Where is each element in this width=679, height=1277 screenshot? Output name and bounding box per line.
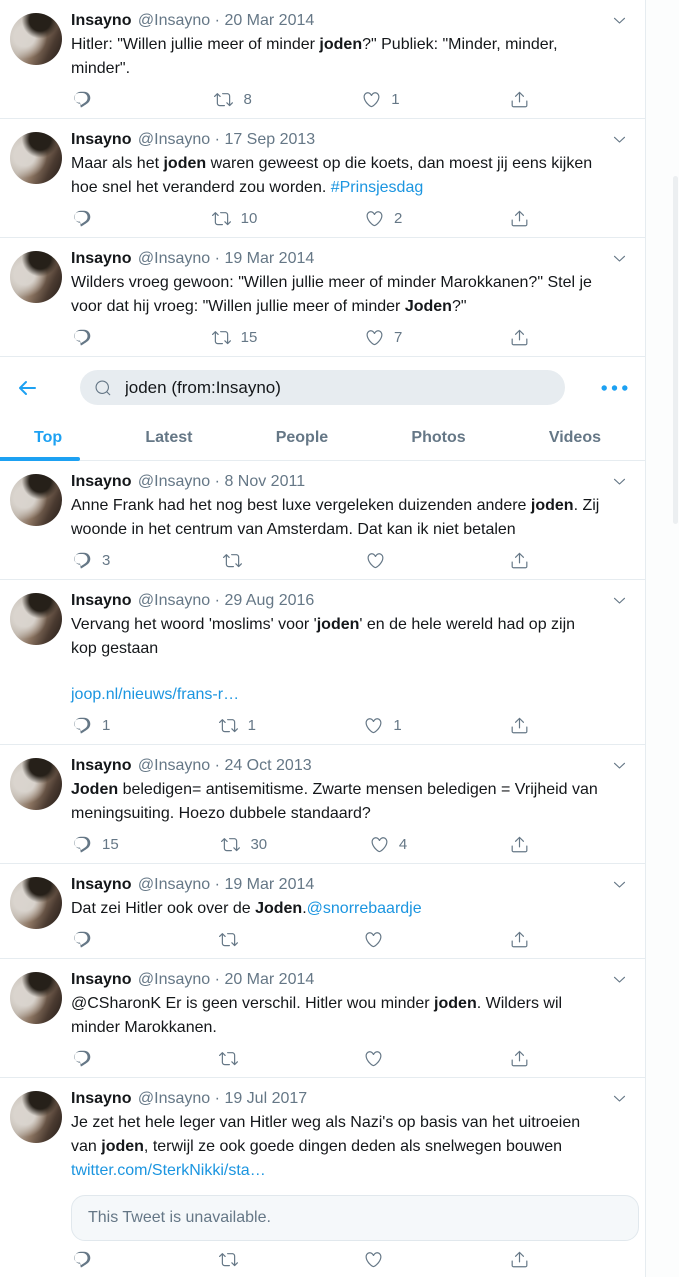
- avatar[interactable]: [10, 972, 62, 1024]
- retweet-icon: [221, 835, 240, 854]
- tweet-date[interactable]: 17 Sep 2013: [224, 131, 316, 148]
- tweet-text: Dat zei Hitler ook over de Joden.@snorrebaardje: [71, 900, 422, 917]
- reply-button[interactable]: [73, 1250, 104, 1269]
- avatar[interactable]: [10, 132, 62, 184]
- like-count: 2: [394, 210, 403, 227]
- share-button[interactable]: [510, 835, 541, 854]
- author-name[interactable]: Insayno: [71, 757, 132, 774]
- meta-separator: ·: [214, 12, 220, 29]
- author-handle[interactable]: @Insayno: [137, 757, 211, 774]
- retweet-count: 10: [240, 210, 258, 227]
- tweet-actions: [73, 1250, 541, 1277]
- reply-button[interactable]: [73, 90, 104, 109]
- reply-icon: [73, 1250, 92, 1269]
- author-name[interactable]: Insayno: [71, 131, 132, 148]
- back-arrow-icon: [15, 388, 39, 403]
- tweet-text: Joden beledigen= antisemitisme. Zwarte mensen beledigen = Vrijheid van meningsuiting. Hoezo dubbele standaard?: [71, 781, 598, 822]
- back-button[interactable]: [14, 375, 40, 401]
- tab-people[interactable]: People: [275, 429, 329, 446]
- author-name[interactable]: Insayno: [71, 12, 132, 29]
- meta-separator: ·: [214, 131, 220, 148]
- share-button[interactable]: [510, 930, 541, 949]
- tweet-actions: [73, 209, 541, 237]
- share-button[interactable]: [510, 1250, 541, 1269]
- reply-button[interactable]: [73, 930, 104, 949]
- tweet-actions: [73, 90, 541, 118]
- author-name[interactable]: Insayno: [71, 1090, 132, 1107]
- retweet-icon: [219, 930, 238, 949]
- tweet-header: [71, 472, 645, 492]
- author-handle[interactable]: @Insayno: [137, 971, 211, 988]
- avatar[interactable]: [10, 13, 62, 65]
- tweet-actions: [73, 1049, 541, 1077]
- retweet-button[interactable]: [219, 716, 256, 735]
- author-name[interactable]: Insayno: [71, 473, 132, 490]
- like-button[interactable]: [365, 209, 402, 228]
- chevron-down-icon[interactable]: [612, 251, 627, 266]
- avatar[interactable]: [10, 758, 62, 810]
- quote-notice-text: This Tweet is unavailable.: [88, 1209, 271, 1226]
- more-dots-icon: [601, 382, 628, 397]
- chevron-down-icon[interactable]: [612, 758, 627, 773]
- reply-count: 3: [102, 552, 111, 569]
- retweet-button[interactable]: [212, 328, 258, 347]
- tweet-text: Je zet het hele leger van Hitler weg als Nazi's op basis van het uitroeien van joden, terwijl ze ook goede dingen deden als snelwegen bouwen: [71, 1114, 581, 1155]
- tab-top[interactable]: Top: [34, 429, 63, 446]
- share-icon: [510, 716, 529, 735]
- meta-separator: ·: [214, 1090, 220, 1107]
- meta-separator: ·: [214, 971, 220, 988]
- retweet-icon: [223, 551, 242, 570]
- scrollbar-thumb[interactable]: [673, 176, 678, 524]
- author-name[interactable]: Insayno: [71, 876, 132, 893]
- retweet-button[interactable]: [221, 835, 267, 854]
- like-count: 4: [398, 836, 408, 853]
- tweet[interactable]: [0, 0, 645, 119]
- retweet-button[interactable]: [214, 90, 251, 109]
- share-icon: [510, 90, 529, 109]
- tweet-header: [71, 130, 645, 150]
- retweet-icon: [212, 328, 231, 347]
- tweet-text: Wilders vroeg gewoon: "Willen jullie meer of minder Marokkanen?" Stel je voor dat hij vroeg: "Willen jullie meer of minder Joden?": [71, 274, 592, 315]
- meta-separator: ·: [214, 473, 220, 490]
- reply-icon: [73, 209, 92, 228]
- tweet[interactable]: [0, 461, 645, 580]
- author-handle[interactable]: @Insayno: [137, 473, 211, 490]
- avatar[interactable]: [10, 474, 62, 526]
- share-icon: [510, 209, 529, 228]
- reply-button[interactable]: [73, 209, 104, 228]
- retweet-icon: [219, 1250, 238, 1269]
- author-handle[interactable]: @Insayno: [137, 876, 211, 893]
- share-button[interactable]: [510, 90, 541, 109]
- tweet[interactable]: [0, 745, 645, 864]
- like-icon: [364, 716, 383, 735]
- tweet[interactable]: [0, 238, 645, 357]
- reply-button[interactable]: [73, 328, 104, 347]
- search-header: [0, 357, 645, 415]
- share-button[interactable]: [510, 209, 541, 228]
- tweet-text: Anne Frank had het nog best luxe vergeleken duizenden andere joden. Zij woonde in het centrum van Amsterdam. Dat kan ik niet betalen: [71, 497, 600, 538]
- like-icon: [365, 209, 384, 228]
- tweet[interactable]: [0, 959, 645, 1078]
- avatar[interactable]: [10, 593, 62, 645]
- share-icon: [510, 328, 529, 347]
- tweet-link[interactable]: joop.nl/nieuws/frans-r…: [71, 686, 240, 703]
- tweet-actions: [73, 835, 541, 863]
- search-pill[interactable]: [80, 370, 565, 405]
- tweet[interactable]: [0, 1078, 645, 1277]
- avatar[interactable]: [10, 877, 62, 929]
- like-button[interactable]: [366, 551, 397, 570]
- like-icon: [364, 1250, 383, 1269]
- tweet-header: [71, 970, 645, 990]
- like-button[interactable]: [365, 328, 402, 347]
- like-icon: [362, 90, 381, 109]
- like-icon: [364, 930, 383, 949]
- like-icon: [365, 328, 384, 347]
- like-button[interactable]: [364, 1250, 395, 1269]
- reply-count: 1: [102, 717, 111, 734]
- retweet-button[interactable]: [219, 930, 250, 949]
- tweet-date[interactable]: 20 Mar 2014: [224, 12, 315, 29]
- avatar[interactable]: [10, 1091, 62, 1143]
- tweet-date[interactable]: 19 Mar 2014: [224, 876, 315, 893]
- search-result-tweets: [0, 461, 645, 1277]
- retweet-count: 1: [247, 717, 256, 734]
- author-name[interactable]: Insayno: [71, 250, 132, 267]
- tweet-text: Maar als het joden waren geweest op die koets, dan moest jij eens kijken hoe snel het veranderd zou worden. #Prinsjesdag: [71, 155, 593, 196]
- share-button[interactable]: [510, 328, 541, 347]
- like-button[interactable]: [362, 90, 399, 109]
- chevron-down-icon[interactable]: [612, 1091, 627, 1106]
- reply-count: 15: [102, 836, 119, 853]
- author-handle[interactable]: @Insayno: [137, 1090, 211, 1107]
- author-name[interactable]: Insayno: [71, 592, 132, 609]
- author-handle[interactable]: @Insayno: [137, 592, 211, 609]
- chevron-down-icon[interactable]: [612, 13, 627, 28]
- search-input[interactable]: [125, 378, 551, 398]
- like-icon: [364, 1049, 383, 1068]
- more-options-button[interactable]: [601, 382, 628, 394]
- share-icon: [510, 835, 529, 854]
- chevron-down-icon[interactable]: [612, 593, 627, 608]
- author-handle[interactable]: @Insayno: [137, 131, 211, 148]
- tweet[interactable]: [0, 580, 645, 745]
- avatar[interactable]: [10, 251, 62, 303]
- tweet-text: Vervang het woord 'moslims' voor 'joden' en de hele wereld had op zijn kop gestaan: [71, 616, 576, 657]
- reply-button[interactable]: [73, 835, 119, 854]
- like-count: 1: [391, 91, 400, 108]
- tab-videos[interactable]: Videos: [548, 429, 601, 446]
- author-name[interactable]: Insayno: [71, 971, 132, 988]
- tweets-above-header: [0, 0, 645, 357]
- tweet-date[interactable]: 20 Mar 2014: [224, 971, 315, 988]
- chevron-down-icon[interactable]: [612, 877, 627, 892]
- retweet-button[interactable]: [212, 209, 258, 228]
- like-count: 7: [394, 329, 403, 346]
- like-button[interactable]: [364, 716, 401, 735]
- author-handle[interactable]: @Insayno: [137, 12, 211, 29]
- like-button[interactable]: [370, 835, 407, 854]
- reply-icon: [73, 930, 92, 949]
- share-button[interactable]: [510, 716, 541, 735]
- reply-icon: [73, 1049, 92, 1068]
- reply-button[interactable]: [73, 716, 110, 735]
- chevron-down-icon[interactable]: [612, 474, 627, 489]
- tweet-actions: [73, 328, 541, 356]
- share-icon: [510, 1250, 529, 1269]
- reply-button[interactable]: [73, 1049, 104, 1068]
- like-count: 1: [393, 717, 402, 734]
- tab-photos[interactable]: Photos: [411, 429, 466, 446]
- like-button[interactable]: [364, 930, 395, 949]
- chevron-down-icon[interactable]: [612, 132, 627, 147]
- meta-separator: ·: [214, 592, 220, 609]
- tweet-header: [71, 11, 645, 31]
- author-handle[interactable]: @Insayno: [137, 250, 211, 267]
- reply-icon: [73, 716, 92, 735]
- quote-unavailable-box[interactable]: [71, 1195, 639, 1241]
- tweet-date[interactable]: 8 Nov 2011: [224, 473, 306, 490]
- share-button[interactable]: [510, 1049, 541, 1068]
- tweet-text: Hitler: "Willen jullie meer of minder joden?" Publiek: "Minder, minder, minder".: [71, 36, 558, 77]
- like-button[interactable]: [364, 1049, 395, 1068]
- tweet-date[interactable]: 19 Mar 2014: [224, 250, 315, 267]
- reply-button[interactable]: [73, 551, 110, 570]
- tweet-date[interactable]: 24 Oct 2013: [224, 757, 312, 774]
- meta-separator: ·: [214, 757, 220, 774]
- retweet-icon: [219, 716, 238, 735]
- tweet[interactable]: [0, 864, 645, 959]
- retweet-count: 15: [240, 329, 258, 346]
- chevron-down-icon[interactable]: [612, 972, 627, 987]
- reply-icon: [73, 551, 92, 570]
- share-icon: [510, 1049, 529, 1068]
- retweet-icon: [214, 90, 233, 109]
- reply-icon: [73, 835, 92, 854]
- meta-separator: ·: [214, 250, 220, 267]
- tweet-date[interactable]: 29 Aug 2016: [224, 592, 315, 609]
- tweet-header: [71, 1089, 645, 1109]
- like-icon: [366, 551, 385, 570]
- tweet-header: [71, 591, 645, 611]
- share-icon: [510, 551, 529, 570]
- tweet-text: @CSharonK Er is geen verschil. Hitler wou minder joden. Wilders wil minder Marokkanen.: [71, 995, 563, 1036]
- retweet-count: 30: [250, 836, 268, 853]
- tweet-date[interactable]: 19 Jul 2017: [224, 1090, 308, 1107]
- share-button[interactable]: [510, 551, 541, 570]
- retweet-button[interactable]: [219, 1250, 250, 1269]
- retweet-count: 8: [243, 91, 252, 108]
- search-tabs: [0, 415, 645, 461]
- tweet-link[interactable]: twitter.com/SterkNikki/sta…: [71, 1162, 266, 1179]
- search-icon: [94, 379, 112, 397]
- like-icon: [370, 835, 389, 854]
- tweet-header: [71, 756, 645, 776]
- meta-separator: ·: [214, 876, 220, 893]
- retweet-button[interactable]: [219, 1049, 250, 1068]
- retweet-button[interactable]: [223, 551, 254, 570]
- retweet-icon: [212, 209, 231, 228]
- tweet-header: [71, 875, 645, 895]
- tweet-actions: [73, 716, 541, 744]
- tweet-actions: [73, 551, 541, 579]
- reply-icon: [73, 90, 92, 109]
- right-rail: [646, 0, 679, 1277]
- tab-latest[interactable]: Latest: [145, 429, 193, 446]
- retweet-icon: [219, 1049, 238, 1068]
- reply-icon: [73, 328, 92, 347]
- tweet-header: [71, 249, 645, 269]
- tweet-actions: [73, 930, 541, 958]
- share-icon: [510, 930, 529, 949]
- tweet[interactable]: [0, 119, 645, 238]
